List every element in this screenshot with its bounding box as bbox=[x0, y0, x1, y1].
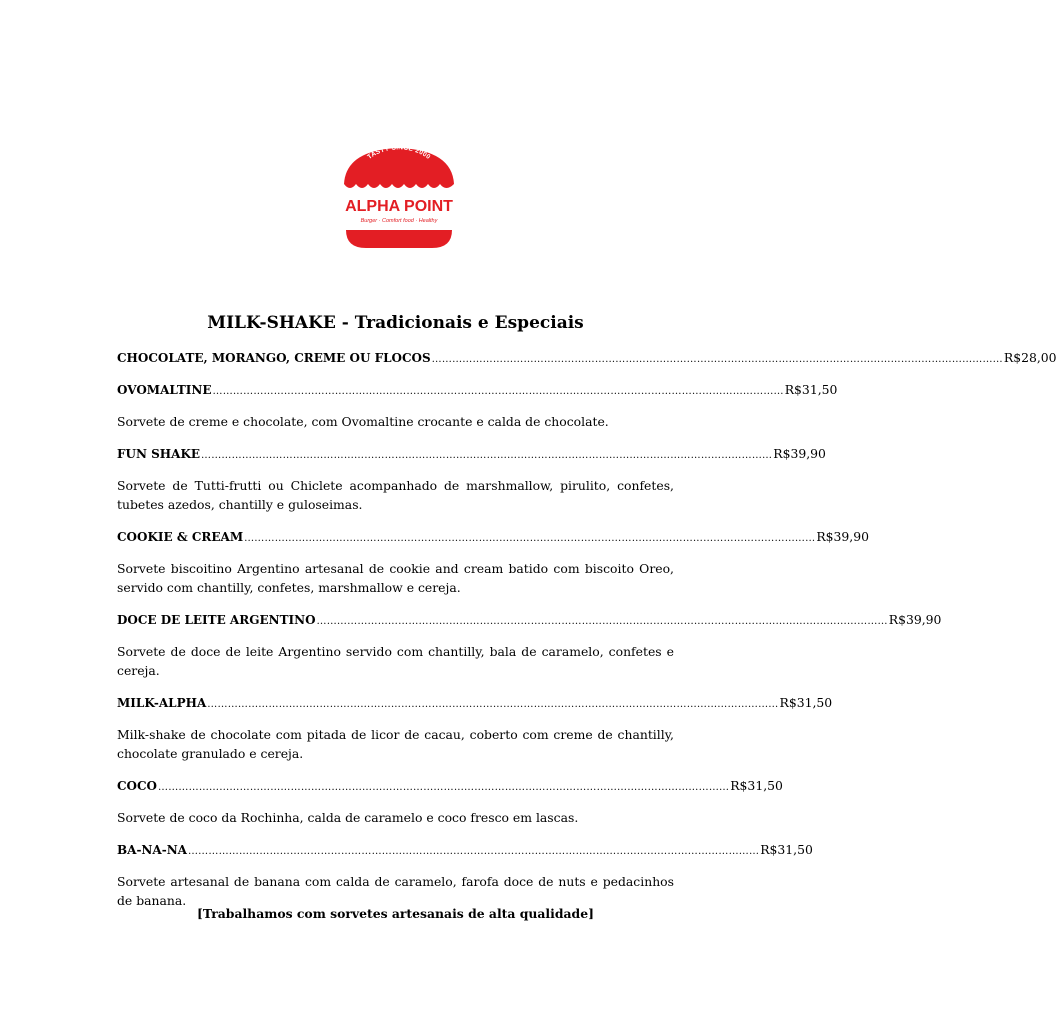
menu-item bbox=[117, 380, 838, 431]
item-name: CHOCOLATE, MORANGO, CREME OU FLOCOS bbox=[117, 351, 431, 365]
menu-item bbox=[117, 444, 826, 514]
menu-item bbox=[117, 840, 813, 910]
dot-leader: …………………………………………………………………………………………………………………………………………………… bbox=[316, 616, 888, 627]
item-description: Sorvete artesanal de banana com calda de caramelo, farofa doce de nuts e pedacinhos de banana. bbox=[117, 874, 674, 908]
item-name: FUN SHAKE bbox=[117, 447, 201, 461]
menu-item bbox=[117, 527, 869, 597]
menu-item bbox=[117, 610, 942, 680]
item-price: R$28,00 bbox=[1003, 350, 1057, 365]
dot-leader: …………………………………………………………………………………………………………………………………………………… bbox=[212, 386, 784, 397]
item-price: R$39,90 bbox=[773, 446, 826, 461]
item-name: OVOMALTINE bbox=[117, 383, 212, 397]
item-description: Sorvete de Tutti-frutti ou Chiclete acompanhado de marshmallow, pirulito, confetes, tubetes azedos, chantilly e guloseimas. bbox=[117, 478, 674, 512]
item-name: DOCE DE LEITE ARGENTINO bbox=[117, 613, 316, 627]
dot-leader: …………………………………………………………………………………………………………………………………………………… bbox=[244, 533, 816, 544]
menu-item bbox=[117, 348, 1057, 367]
item-name: COOKIE & CREAM bbox=[117, 530, 244, 544]
dot-leader: …………………………………………………………………………………………………………………………………………………… bbox=[158, 782, 730, 793]
item-name: COCO bbox=[117, 779, 158, 793]
item-description: Sorvete biscoitino Argentino artesanal de cookie and cream batido com biscoito Oreo, servido com chantilly, confetes, marshmallow e cereja. bbox=[117, 561, 674, 595]
bun-top-shape bbox=[344, 148, 454, 184]
logo-tagline: TASTY SINCE 2000 bbox=[366, 144, 432, 161]
menu-list bbox=[117, 348, 1057, 910]
item-price: R$39,90 bbox=[888, 612, 942, 627]
dot-leader: …………………………………………………………………………………………………………………………………………………… bbox=[431, 354, 1003, 365]
item-price: R$31,50 bbox=[779, 695, 833, 710]
logo-subtitle: Burger · Comfort food · Healthy bbox=[360, 218, 438, 224]
logo-brand: ALPHA POINT bbox=[345, 198, 453, 215]
dot-leader: …………………………………………………………………………………………………………………………………………………… bbox=[207, 699, 779, 710]
bun-bottom-shape bbox=[346, 230, 452, 248]
menu-item bbox=[117, 693, 833, 763]
item-description: Sorvete de coco da Rochinha, calda de caramelo e coco fresco em lascas. bbox=[117, 810, 579, 825]
item-price: R$31,50 bbox=[760, 842, 813, 857]
dot-leader: …………………………………………………………………………………………………………………………………………………… bbox=[201, 450, 773, 461]
item-price: R$39,90 bbox=[816, 529, 869, 544]
dot-leader: …………………………………………………………………………………………………………………………………………………… bbox=[187, 846, 760, 857]
footer-note: [Trabalhamos com sorvetes artesanais de alta qualidade] bbox=[197, 906, 594, 921]
item-description: Sorvete de doce de leite Argentino servido com chantilly, bala de caramelo, confetes e cereja. bbox=[117, 644, 674, 678]
item-description: Milk-shake de chocolate com pitada de licor de cacau, coberto com creme de chantilly, chocolate granulado e cereja. bbox=[117, 727, 674, 761]
item-name: BA-NA-NA bbox=[117, 843, 187, 857]
item-price: R$31,50 bbox=[730, 778, 783, 793]
item-name: MILK-ALPHA bbox=[117, 696, 207, 710]
page-title: MILK-SHAKE - Tradicionais e Especiais bbox=[207, 313, 584, 333]
alpha-point-logo bbox=[336, 136, 462, 254]
menu-item bbox=[117, 776, 783, 827]
item-price: R$31,50 bbox=[784, 382, 838, 397]
item-description: Sorvete de creme e chocolate, com Ovomaltine crocante e calda de chocolate. bbox=[117, 414, 609, 429]
